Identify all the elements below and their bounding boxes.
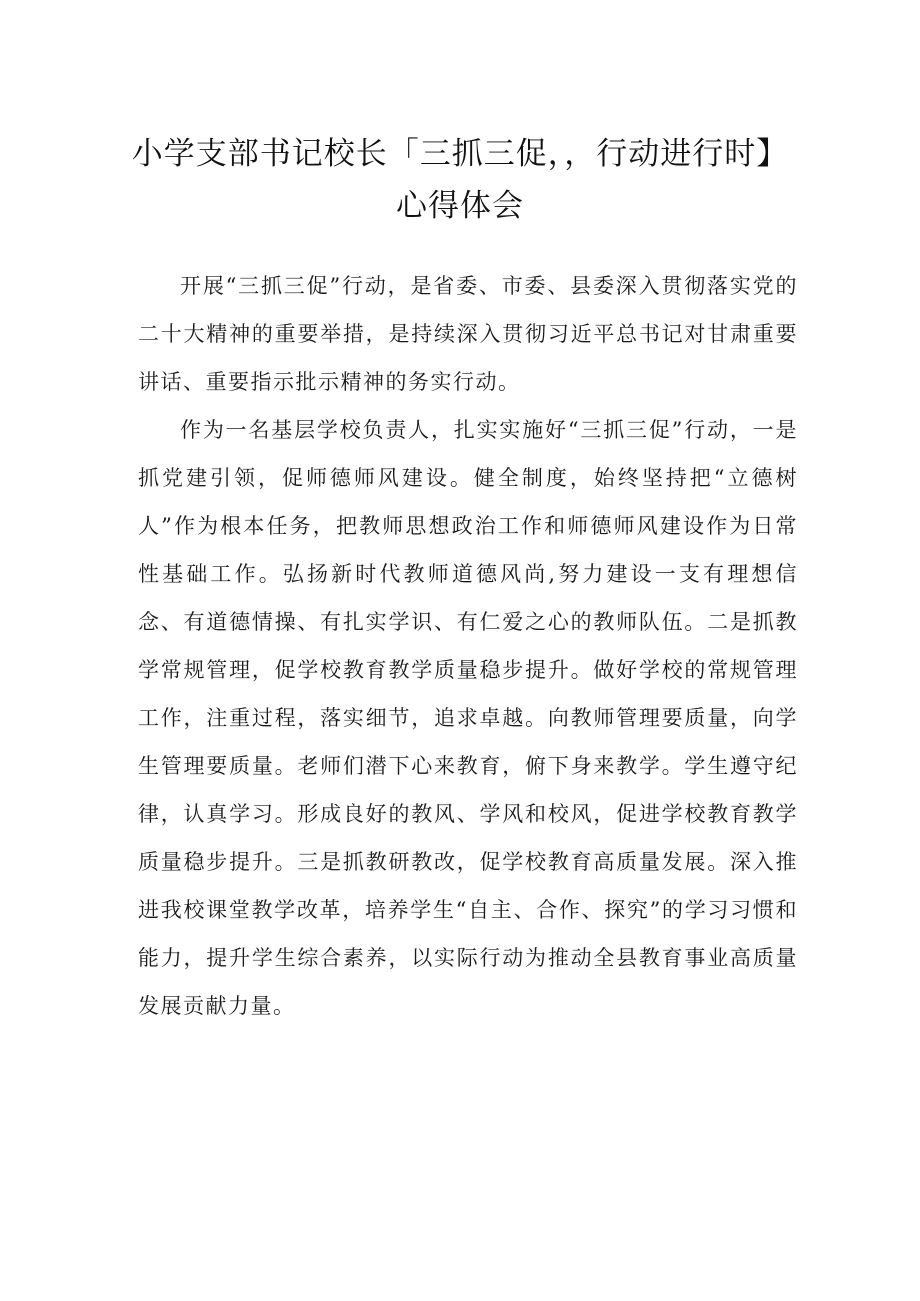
paragraph-1: 开展“三抓三促”行动，是省委、市委、县委深入贯彻落实党的二十大精神的重要举措，是持续深入贯彻习近平总书记对甘肃重要讲话、重要指示批示精神的务实行动。 xyxy=(138,274,798,394)
paragraph-2: 作为一名基层学校负责人，扎实实施好“三抓三促”行动，一是抓党建引领，促师德师风建设。健全制度，始终坚持把“立德树人”作为根本任务，把教师思想政治工作和师德师风建设作为日常性基础工作。弘扬新时代教师道德风尚,努力建设一支有理想信念、有道德情操、有扎实学识、有仁爱之心的教师队伍。二是抓教学常规管理，促学校教育教学质量稳步提升。做好学校的常规管理工作，注重过程，落实细节，追求卓越。向教师管理要质量，向学生管理要质量。老师们潜下心来教育，俯下身来教学。学生遵守纪律，认真学习。形成良好的教风、学风和校风，促进学校教育教学质量稳步提升。三是抓教研教改，促学校教育高质量发展。深入推进我校课堂教学改革，培养学生“自主、合作、探究”的学习习惯和能力，提升学生综合素养，以实际行动为推动全县教育事业高质量发展贡献力量。 xyxy=(138,418,798,1018)
title-line-1: 小学支部书记校长「三抓三促，，行动进行时】 xyxy=(131,136,789,172)
document-title xyxy=(110,128,810,232)
document-body xyxy=(138,262,798,1030)
title-line-2: 心得体会 xyxy=(396,188,524,224)
